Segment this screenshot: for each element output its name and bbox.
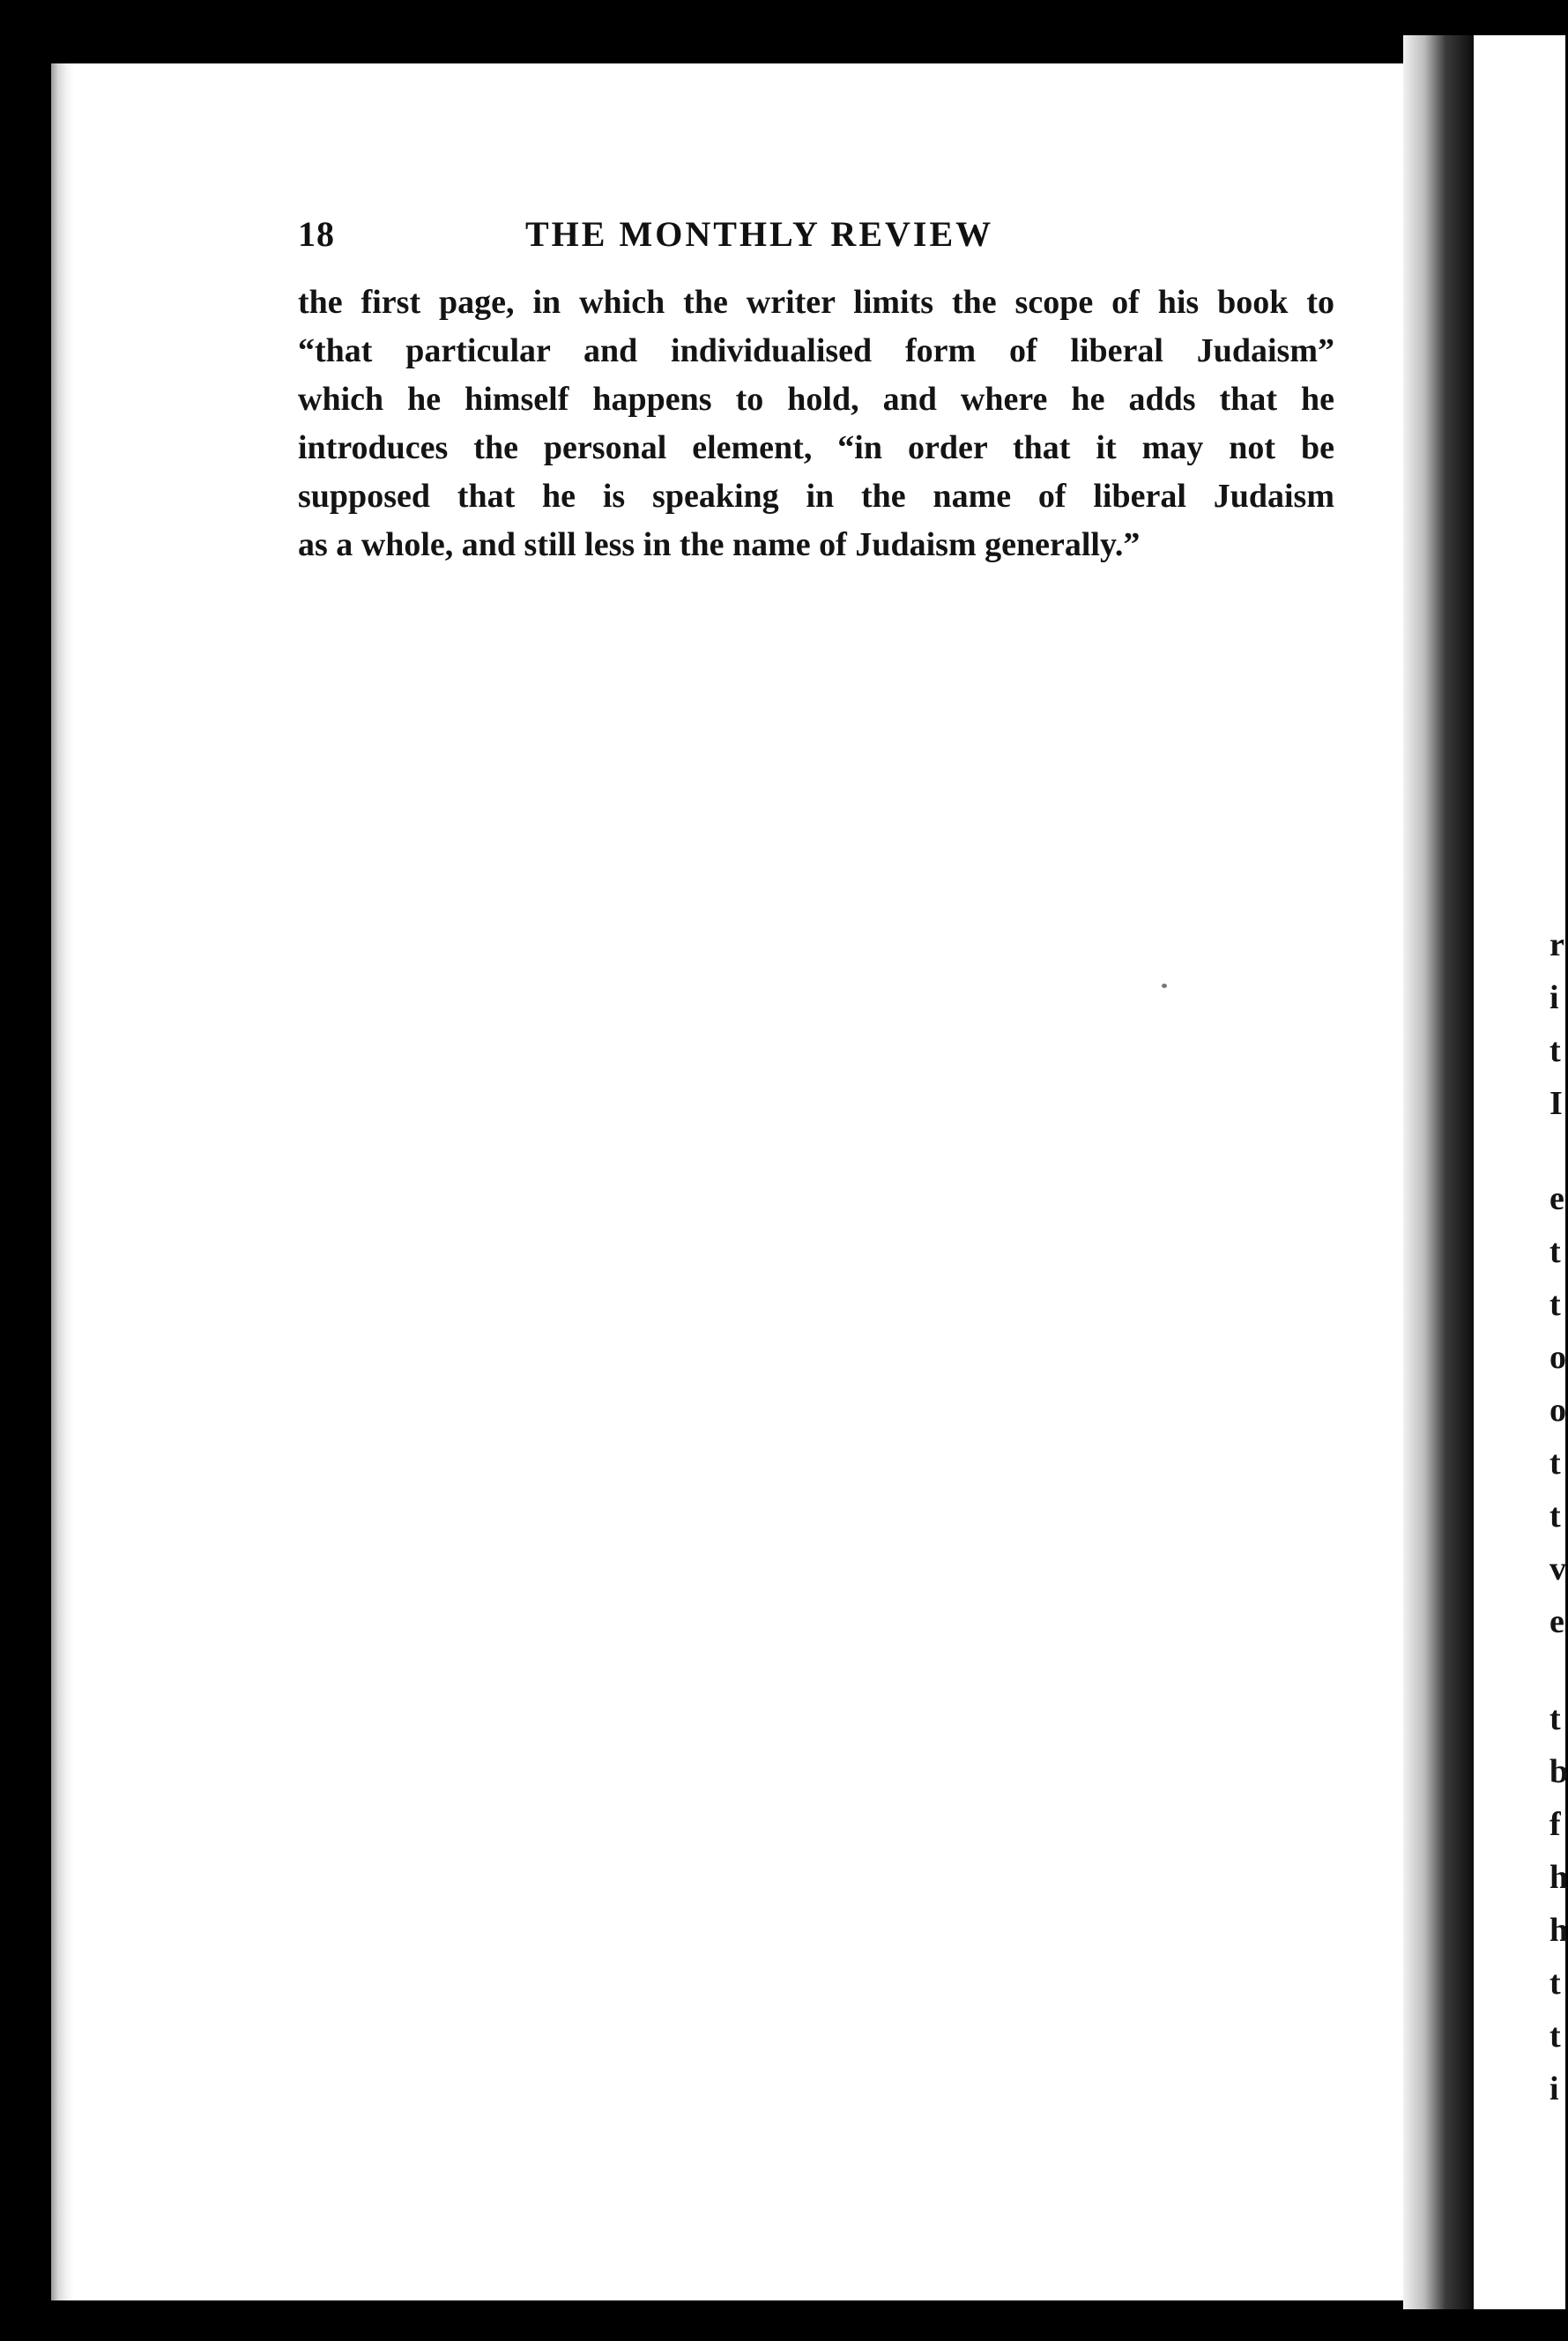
book-gutter-shadow (1403, 35, 1474, 2309)
fragment: o (1549, 1392, 1566, 1429)
running-head (298, 213, 1179, 266)
text-line: supposed that he is speaking in the name of liberal Judaism (298, 478, 1334, 515)
fragment: b (1549, 1753, 1568, 1790)
fragment: i (1549, 2070, 1559, 2107)
text-line: “that particular and individualised form of liberal Judaism” (298, 332, 1334, 369)
fragment: t (1549, 1032, 1561, 1069)
fragment: i (1549, 979, 1559, 1016)
fragment: t (1549, 1233, 1561, 1270)
text-line: which he himself happens to hold, and where he adds that he (298, 381, 1334, 418)
fragment: e (1549, 1180, 1564, 1217)
text-line: the first page, in which the writer limits the scope of his book to (298, 284, 1334, 321)
fragment: t (1549, 1445, 1561, 1482)
page-edge-shading (51, 63, 74, 2300)
body-paragraph (298, 279, 1356, 569)
text-line: introduces the personal element, “in order that it may not be (298, 429, 1334, 466)
fragment: f (1549, 1806, 1561, 1843)
fragment: o (1549, 1339, 1566, 1376)
fragment: t (1549, 2018, 1561, 2055)
fragment: t (1549, 1497, 1561, 1535)
fragment: t (1549, 1286, 1561, 1323)
page-number: 18 (298, 214, 335, 254)
fragment: r (1549, 926, 1564, 963)
fragment: I (1549, 1085, 1563, 1122)
fragment: t (1549, 1700, 1561, 1737)
fragment: h (1549, 1912, 1568, 1949)
journal-title: THE MONTHLY REVIEW (525, 214, 994, 254)
text-line-last: as a whole, and still less in the name of Judaism generally.” (298, 526, 1141, 563)
fragment: v (1549, 1550, 1566, 1587)
fragment: e (1549, 1603, 1564, 1640)
dust-speck (1162, 984, 1167, 988)
fragment: h (1549, 1859, 1568, 1896)
fragment: t (1549, 1965, 1561, 2002)
